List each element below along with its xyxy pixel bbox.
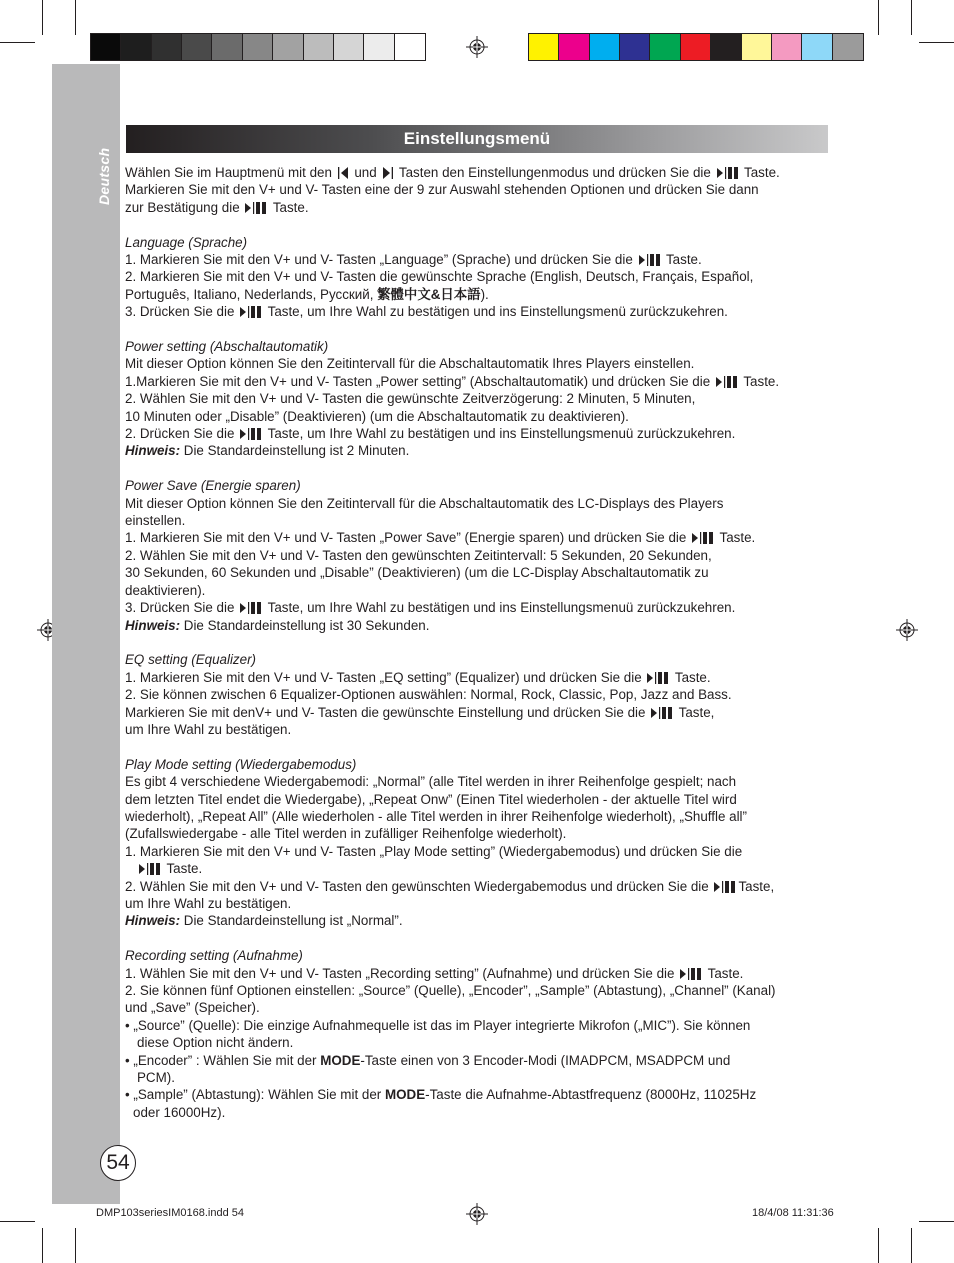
play-pause-icon [692, 532, 714, 544]
paragraph: Mit dieser Option können Sie den Zeitintervall für die Abschaltautomatik des LC-Displays des Players [125, 495, 724, 511]
note: Hinweis: Die Standardeinstellung ist 2 Minuten. [125, 443, 410, 459]
color-swatch [802, 34, 832, 60]
note: Hinweis: Die Standardeinstellung ist 30 Sekunden. [125, 617, 430, 633]
note: Hinweis: Die Standardeinstellung ist „Normal”. [125, 913, 403, 929]
footer-filename: DMP103seriesIM0168.indd 54 [96, 1207, 244, 1219]
sidebar [52, 64, 120, 1204]
registration-mark-icon [466, 36, 488, 58]
paragraph: 2. Markieren Sie mit den V+ und V- Tasten die gewünschte Sprache (English, Deutsch, Français, Español, [125, 269, 754, 285]
color-swatch [364, 34, 394, 60]
paragraph: Es gibt 4 verschiedene Wiedergabemodi: „Normal” (alle Titel werden in ihrer Reihenfolge gespielt; nach [125, 774, 737, 790]
color-swatch [243, 34, 273, 60]
color-swatch [559, 34, 589, 60]
section-heading: Recording setting (Aufnahme) [125, 948, 303, 964]
color-swatch [620, 34, 650, 60]
color-swatch [395, 34, 425, 60]
crop-mark [878, 1228, 879, 1263]
crop-mark [911, 0, 912, 35]
play-pause-icon [717, 167, 739, 179]
grayscale-swatches [90, 33, 426, 61]
paragraph: Markieren Sie mit denV+ und V- Tasten die gewünschte Einstellung und drücken Sie die Taste, [125, 704, 715, 720]
content [125, 164, 855, 1121]
paragraph: wiederholt), „Repeat All” (Alle wiederholen - alle Titel werden in ihrer Reihenfolge wiederholt), „Shuffle all” [125, 808, 747, 824]
list-item: • „Source” (Quelle): Die einzige Aufnahmequelle ist das im Player integrierte Mikrofon („MIC”). Sie können [125, 1017, 751, 1033]
paragraph: Taste. [125, 860, 855, 877]
crop-mark [911, 1228, 912, 1263]
crop-mark [0, 1221, 35, 1222]
paragraph: Mit dieser Option können Sie den Zeitintervall für die Abschaltautomatik Ihres Players einstellen. [125, 356, 695, 372]
color-swatch [742, 34, 772, 60]
paragraph: 2. Wählen Sie mit den V+ und V- Tasten den gewünschten Zeitintervall: 5 Sekunden, 20 Sekunden, [125, 547, 712, 563]
color-swatch [212, 34, 242, 60]
play-pause-icon [639, 254, 661, 266]
paragraph: 1.Markieren Sie mit den V+ und V- Tasten „Power setting” (Abschaltautomatik) und drücken Sie die Taste. [125, 373, 780, 389]
paragraph: um Ihre Wahl zu bestätigen. [125, 721, 292, 737]
page-title: Einstellungsmenü [403, 129, 551, 148]
play-pause-icon [240, 602, 262, 614]
section-heading: Power Save (Energie sparen) [125, 478, 301, 494]
list-item: • „Encoder” : Wählen Sie mit der MODE-Taste einen von 3 Encoder-Modi (IMADPCM, MSADPCM und [125, 1052, 731, 1068]
color-swatch [650, 34, 680, 60]
crop-mark [0, 42, 35, 43]
crop-mark [75, 0, 76, 35]
color-swatch [121, 34, 151, 60]
color-swatch [334, 34, 364, 60]
play-pause-icon [714, 881, 736, 893]
paragraph: Wählen Sie im Hauptmenü mit den und Tasten den Einstellungenmodus und drücken Sie die Taste. [125, 165, 780, 180]
play-pause-icon [139, 863, 161, 875]
crop-mark [878, 0, 879, 35]
list-item: PCM). [137, 1070, 175, 1086]
title-bar [126, 125, 828, 153]
play-pause-icon [647, 672, 669, 684]
color-swatch [681, 34, 711, 60]
paragraph: 10 Minuten oder „Disable” (Deaktivieren) (um die Abschaltautomatik zu deaktivieren). [125, 408, 629, 424]
section-heading: Power setting (Abschaltautomatik) [125, 339, 329, 355]
paragraph: um Ihre Wahl zu bestätigen. [125, 895, 292, 911]
paragraph: 3. Drücken Sie die Taste, um Ihre Wahl zu bestätigen und ins Einstellungsmenü zurückzukehren. [125, 304, 728, 320]
paragraph: 2. Sie können fünf Optionen einstellen: „Source” (Quelle), „Encoder”, „Sample” (Abtastung), „Channel” (Kanal) [125, 983, 776, 998]
play-pause-icon [240, 428, 262, 440]
color-swatch [304, 34, 334, 60]
paragraph: und „Save” (Speicher). [125, 1000, 260, 1016]
crop-mark [75, 1228, 76, 1263]
crop-mark [919, 1221, 954, 1222]
paragraph: einstellen. [125, 513, 186, 529]
next-icon [382, 167, 393, 179]
paragraph: zur Bestätigung die Taste. [125, 199, 309, 215]
play-pause-icon [680, 968, 702, 980]
crop-mark [42, 1228, 43, 1263]
section-heading: EQ setting (Equalizer) [125, 652, 256, 668]
crop-mark [42, 0, 43, 35]
color-swatch [833, 34, 863, 60]
color-swatch [529, 34, 559, 60]
paragraph: Português, Italiano, Nederlands, Русский, 繁體中文&日本語). [125, 286, 489, 302]
color-swatch [152, 34, 182, 60]
list-item: oder 16000Hz). [133, 1104, 226, 1120]
paragraph: 1. Wählen Sie mit den V+ und V- Tasten „Recording setting” (Aufnahme) und drücken Sie die Taste. [125, 965, 744, 981]
paragraph: (Zufallswiedergabe - alle Titel werden in zufälliger Reihenfolge wiederholt). [125, 826, 567, 842]
paragraph: 2. Wählen Sie mit den V+ und V- Tasten den gewünschten Wiedergabemodus und drücken Sie die Taste, [125, 878, 775, 894]
list-item: • „Sample” (Abtastung): Wählen Sie mit der MODE-Taste die Aufnahme-Abtastfrequenz (8000Hz, 11025Hz [125, 1087, 757, 1103]
paragraph: 2. Drücken Sie die Taste, um Ihre Wahl zu bestätigen und ins Einstellungsmenuü zurückzukehren. [125, 426, 736, 442]
registration-mark-icon [466, 1203, 488, 1225]
paragraph: 30 Sekunden, 60 Sekunden und „Disable” (Deaktivieren) (um die LC-Display Abschaltautomatik zu [125, 565, 709, 581]
footer-date: 18/4/08 11:31:36 [752, 1207, 834, 1219]
paragraph: 2. Sie können zwischen 6 Equalizer-Optionen auswählen: Normal, Rock, Classic, Pop, Jazz and Bass. [125, 687, 732, 703]
color-swatch [772, 34, 802, 60]
color-swatches [528, 33, 864, 61]
registration-mark-icon [896, 619, 918, 641]
paragraph: 3. Drücken Sie die Taste, um Ihre Wahl zu bestätigen und ins Einstellungsmenuü zurückzukehren. [125, 600, 736, 616]
crop-mark [919, 42, 954, 43]
play-pause-icon [245, 202, 267, 214]
color-swatch [590, 34, 620, 60]
play-pause-icon [716, 376, 738, 388]
color-swatch [91, 34, 121, 60]
section-heading: Play Mode setting (Wiedergabemodus) [125, 756, 357, 772]
paragraph: 1. Markieren Sie mit den V+ und V- Tasten „Language” (Sprache) und drücken Sie die Taste. [125, 252, 702, 268]
play-pause-icon [240, 306, 262, 318]
language-tab: Deutsch [96, 147, 112, 205]
color-swatch [273, 34, 303, 60]
paragraph: 1. Markieren Sie mit den V+ und V- Tasten „EQ setting” (Equalizer) und drücken Sie die Taste. [125, 669, 711, 685]
paragraph: 1. Markieren Sie mit den V+ und V- Tasten „Power Save” (Energie sparen) und drücken Sie die Taste. [125, 530, 756, 546]
color-swatch [711, 34, 741, 60]
paragraph: 1. Markieren Sie mit den V+ und V- Tasten „Play Mode setting” (Wiedergabemodus) und drücken Sie die [125, 843, 743, 859]
previous-icon [338, 167, 349, 179]
list-item: diese Option nicht ändern. [137, 1035, 294, 1051]
play-pause-icon [651, 707, 673, 719]
paragraph: Markieren Sie mit den V+ und V- Tasten eine der 9 zur Auswahl stehenden Optionen und drücken Sie dann [125, 182, 759, 198]
paragraph: deaktivieren). [125, 582, 206, 598]
paragraph: 2. Wählen Sie mit den V+ und V- Tasten die gewünschte Zeitverzögerung: 2 Minuten, 5 Minuten, [125, 391, 696, 407]
section-heading: Language (Sprache) [125, 234, 248, 250]
color-swatch [182, 34, 212, 60]
paragraph: dem letzten Titel endet die Wiedergabe), „Repeat Onw” (Einen Titel wiederholen - der aktuelle Titel wird [125, 791, 737, 807]
page-number: 54 [100, 1145, 136, 1181]
